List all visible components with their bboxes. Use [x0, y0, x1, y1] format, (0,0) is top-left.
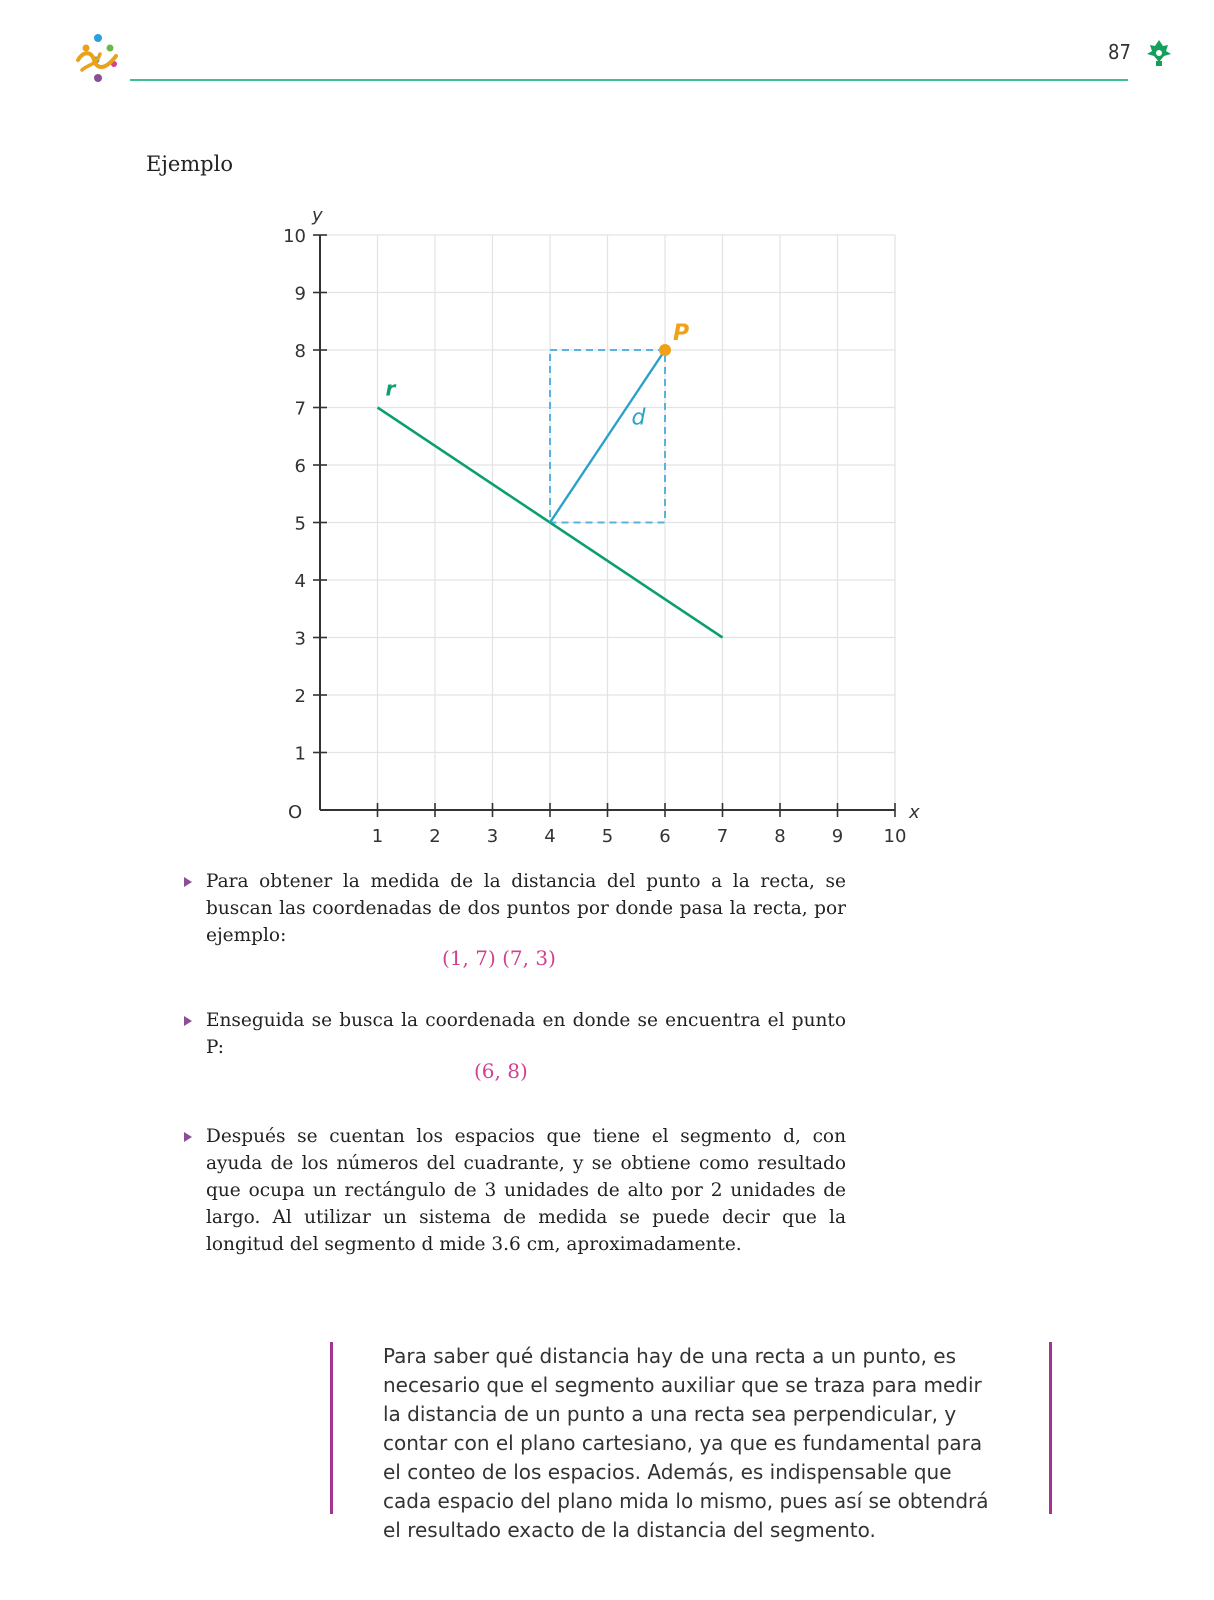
note-box	[330, 1342, 1052, 1542]
point-p-label: P	[673, 321, 690, 346]
y-tick-label: 5	[294, 513, 306, 535]
x-tick-label: 1	[371, 826, 384, 847]
header-rule	[130, 79, 1128, 81]
note-text: Para saber qué distancia hay de una recta a un punto, es necesario que el segmento auxiliar que se traza para medir la distancia de un punto a una recta sea perpendicular, y contar con el plano cartesiano, ya que es fundamental para el conteo de los espacios. Además, es indispensable que cada espacio del plano mida lo mismo, pues así se obtendrá el resultado exacto de la distancia del segmento.	[383, 1344, 989, 1542]
bullet-arrow-icon	[184, 1016, 192, 1026]
y-tick-label: 9	[294, 283, 306, 305]
y-tick-label: 10	[283, 226, 306, 247]
bullet-item	[186, 1123, 846, 1258]
x-tick-label: 9	[831, 826, 844, 847]
bullet-item	[186, 1007, 846, 1061]
bullet-text: Después se cuentan los espacios que tiene el segmento d, con ayuda de los números del cuadrante, y se obtiene como resultado que ocupa un rectángulo de 3 unidades de alto por 2 unidades de largo. Al utilizar un sistema de medida se puede decir que la longitud del segmento d mide 3.6 cm, aproximadamente.	[206, 1126, 846, 1255]
x-tick-label: 8	[774, 826, 786, 847]
chart-grid	[320, 235, 895, 810]
origin-label: O	[288, 802, 303, 823]
section-title: Ejemplo	[146, 152, 233, 176]
point-coordinates: (6, 8)	[474, 1059, 528, 1083]
tree-emblem-icon	[1146, 38, 1172, 68]
x-tick-label: 5	[601, 826, 614, 847]
y-tick-label: 6	[294, 456, 306, 477]
x-tick-label: 7	[716, 826, 729, 847]
cartesian-plane-chart	[270, 200, 930, 860]
y-tick-label: 2	[294, 686, 306, 707]
bullet-arrow-icon	[184, 877, 192, 887]
bullet-text: Para obtener la medida de la distancia del punto a la recta, se buscan las coordenadas de dos puntos por donde pasa la recta, por ejemplo:	[206, 871, 846, 946]
x-tick-label: 4	[544, 826, 556, 847]
y-tick-label: 7	[294, 398, 306, 420]
chart-ticks	[283, 226, 906, 847]
bullet-arrow-icon	[184, 1132, 192, 1142]
x-tick-label: 6	[659, 826, 671, 847]
line-coordinates: (1, 7) (7, 3)	[442, 946, 556, 970]
y-axis-label: y	[312, 205, 323, 226]
point-p	[659, 344, 671, 356]
x-tick-label: 3	[486, 826, 499, 847]
flower-logo-icon	[70, 30, 126, 86]
y-tick-label: 8	[294, 341, 306, 362]
chart-axes	[288, 205, 920, 823]
bullet-item	[186, 868, 846, 949]
x-axis-label: x	[909, 802, 920, 823]
y-tick-label: 4	[294, 571, 306, 592]
y-tick-label: 1	[294, 743, 306, 765]
y-tick-label: 3	[294, 628, 306, 650]
x-tick-label: 2	[429, 826, 441, 847]
line-r-label: r	[385, 376, 396, 401]
segment-d-label: d	[631, 405, 646, 431]
x-tick-label: 10	[883, 826, 907, 847]
page-number: 87	[1108, 40, 1131, 64]
bullet-text: Enseguida se busca la coordenada en donde se encuentra el punto P:	[206, 1010, 846, 1058]
